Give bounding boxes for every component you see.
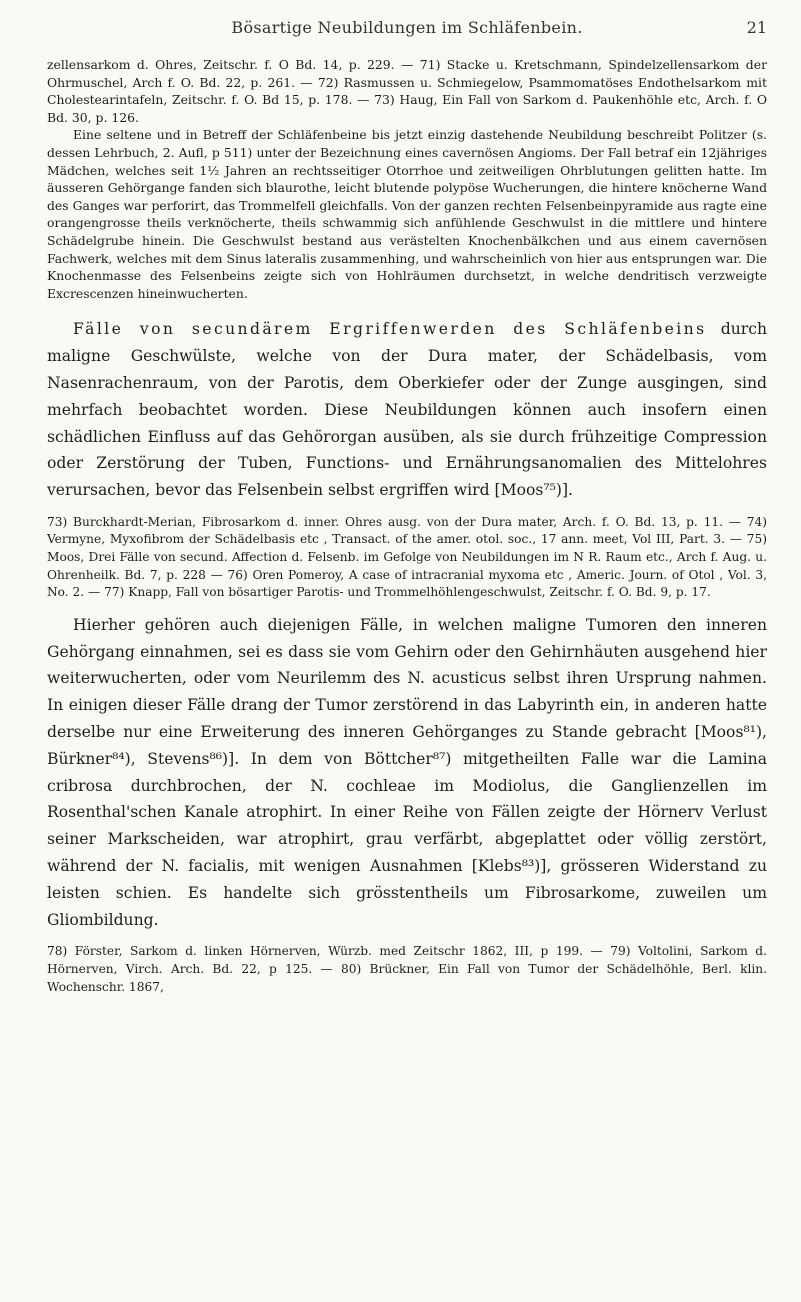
politzer-case-paragraph: Eine seltene und in Betreff der Schläfenbeine bis jetzt einzig dastehende Neubildung beschreibt Politzer (s. dessen Lehrbuch, 2. Aufl, p 511) unter der Bezeichnung eines cavernösen Angioms. Der Fall betraf ein 12jähriges Mädchen, welches seit 1½ Jahren an rechtsseitiger Otorrhoe und zeitweiligen Ohrblutungen gelitten hatte. Im äusseren Gehörgange fanden sich blaurothe, leicht blutende polypöse Wucherungen, die hintere knöcherne Wand des Ganges war perforirt, das Trommelfell gleichfalls. Von der ganzen rechten Felsenbeinpyramide aus ragte eine orangengrosse theils verknöcherte, theils schwammig sich anfühlende Geschwulst in die mittlere und hintere Schädelgrube hinein. Die Geschwulst bestand aus verästelten Knochenbälkchen und aus einem cavernösen Fachwerk, welches mit dem Sinus lateralis zusammenhing, und wahrscheinlich von hier aus entsprungen war. Die Knochenmasse des Felsenbeins zeigte sich von Hohlräumen durchsetzt, in welche dendritisch verzweigte Excrescenzen hineinwucherten. [47,127,767,301]
page-number: 21 [746,18,767,37]
inner-canal-section [47,612,767,934]
secondary-involvement-paragraph [47,316,767,504]
running-title: Bösartige Neubildungen im Schläfenbein. [231,18,583,37]
inner-canal-paragraph: Hierher gehören auch diejenigen Fälle, in welchen maligne Tumoren den inneren Gehörgang einnahmen, sei es dass sie vom Gehirn oder den Gehirnhäuten ausgehend hier weiterwucherten, oder vom Neurilemm des N. acusticus selbst ihren Ursprung nahmen. In einigen dieser Fälle drang der Tumor zerstörend in das Labyrinth ein, in anderen hatte derselbe nur eine Erweiterung des inneren Gehörganges zu Stande gebracht [Moos⁸¹), Bürkner⁸⁴), Stevens⁸⁶)]. In dem von Böttcher⁸⁷) mitgetheilten Falle war die Lamina cribrosa durchbrochen, der N. cochleae im Modiolus, die Ganglienzellen im Rosenthal'schen Kanale atrophirt. In einer Reihe von Fällen zeigte der Hörnerv Verlust seiner Markscheiden, war atrophirt, grau verfärbt, abgeplattet oder völlig zerstört, während der N. facialis, mit wenigen Ausnahmen [Klebs⁸³)], grösseren Widerstand zu leisten schien. Es handelte sich grösstentheils um Fibrosarkome, zuweilen um Gliombildung. [47,615,767,929]
reference-block-70-73: zellensarkom d. Ohres, Zeitschr. f. O Bd. 14, p. 229. — 71) Stacke u. Kretschmann, Spindelzellensarkom der Ohrmuschel, Arch f. O. Bd. 22, p. 261. — 72) Rasmussen u. Schmiegelow, Psammomatöses Endothelsarkom mit Cholestearintafeln, Zeitschr. f. O. Bd 15, p. 178. — 73) Haug, Ein Fall von Sarkom d. Paukenhöhle etc, Arch. f. O Bd. 30, p. 126. [47,57,767,125]
secondary-section [47,316,767,504]
page-header [47,18,767,42]
book-page [47,18,767,996]
reference-block-78-80: 78) Förster, Sarkom d. linken Hörnerven, Würzb. med Zeitschr 1862, III, p 199. — 79) Voltolini, Sarkom d. Hörnerven, Virch. Arch. Bd. 22, p 125. — 80) Brückner, Ein Fall von Tumor der Schädelhöhle, Berl. klin. Wochenschr. 1867, [47,944,767,994]
bottom-footnotes [47,943,767,996]
reference-block-73-77: 73) Burckhardt-Merian, Fibrosarkom d. inner. Ohres ausg. von der Dura mater, Arch. f. O. Bd. 13, p. 11. — 74) Vermyne, Myxofibrom der Schädelbasis etc , Transact. of the amer. otol. soc., 17 ann. meet, Vol III, Part. 3. — 75) Moos, Drei Fälle von secund. Affection d. Felsenb. im Gefolge von Neubildungen im N R. Raum etc., Arch f. Aug. u. Ohrenheilk. Bd. 7, p. 228 — 76) Oren Pomeroy, A case of intracranial myxoma etc , Americ. Journ. of Otol , Vol. 3, No. 2. — 77) Knapp, Fall von bösartiger Parotis- und Trommelhöhlengeschwulst, Zeitschr. f. O. Bd. 9, p. 17. [47,514,767,600]
mid-footnotes [47,514,767,602]
section-heading-spaced: Fälle von secundärem Ergriffenwerden des Schläfenbeins [73,320,707,339]
secondary-involvement-text: durch maligne Geschwülste, welche von der Dura mater, der Schädelbasis, vom Nasenrachenraum, von der Parotis, dem Oberkiefer oder der Zunge ausgingen, sind mehrfach beobachtet worden. Diese Neubildungen können auch insofern einen schädlichen Einfluss auf das Gehörorgan ausüben, als sie durch frühzeitige Compression oder Zerstörung der Tuben, Functions- und Ernährungsanomalien des Mittelohres verursachen, bevor das Felsenbein selbst ergriffen wird [Moos⁷⁵)]. [47,320,767,500]
top-references [47,56,767,302]
